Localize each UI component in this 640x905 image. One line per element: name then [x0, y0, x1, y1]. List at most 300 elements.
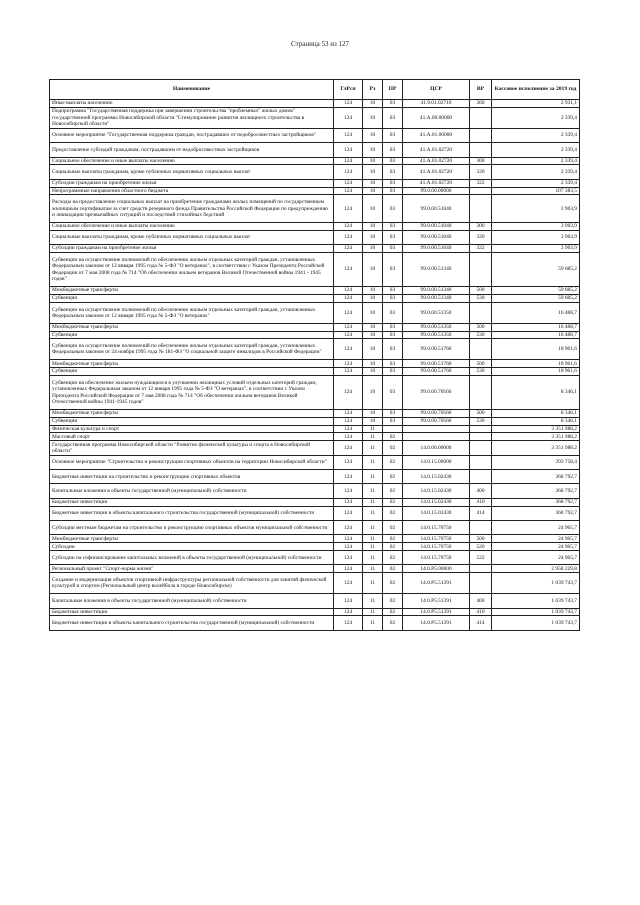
row-name: Межбюджетные трансферты	[50, 535, 334, 543]
row-grbs: 124	[334, 608, 363, 616]
row-rz: 11	[363, 425, 383, 433]
row-pr: 03	[383, 287, 403, 295]
row-name: Бюджетные инвестиции	[50, 608, 334, 616]
header-name: Наименование	[50, 80, 334, 100]
row-csr: 14.0.P5.51391	[403, 594, 470, 608]
row-amount: 2 339,4	[492, 128, 580, 142]
row-vr	[470, 470, 492, 484]
row-amount: 59 685,2	[492, 287, 580, 295]
row-csr: 99.0.00.51760	[403, 339, 470, 360]
row-pr: 02	[383, 616, 403, 630]
row-amount: 1 039 743,7	[492, 594, 580, 608]
row-amount: 2 958 229,8	[492, 565, 580, 573]
row-csr: 14.0.15.02430	[403, 470, 470, 484]
row-csr: 41.А.01.02720	[403, 143, 470, 157]
table-row	[50, 484, 580, 498]
table-row	[50, 417, 580, 425]
row-csr: 99.0.00.51340	[403, 252, 470, 286]
row-name: Бюджетные инвестиции на строительство и реконструкцию спортивных объектов	[50, 470, 334, 484]
row-csr: 14.0.15.02430	[403, 484, 470, 498]
table-row	[50, 565, 580, 573]
table-row	[50, 187, 580, 195]
row-vr: 414	[470, 616, 492, 630]
row-pr: 03	[383, 323, 403, 331]
row-rz: 10	[363, 230, 383, 244]
page-number-header: Страница 53 из 127	[291, 40, 349, 48]
row-csr: 14.0.00.00000	[403, 441, 470, 455]
row-csr: 14.0.P5.51391	[403, 608, 470, 616]
row-vr	[470, 425, 492, 433]
row-grbs: 124	[334, 441, 363, 455]
row-vr: 320	[470, 165, 492, 179]
row-grbs: 124	[334, 230, 363, 244]
row-name: Бюджетные инвестиции в объекты капитального строительства государственной (муниципальной) собственности	[50, 506, 334, 520]
row-name: Региональный проект "Спорт-норма жизни"	[50, 565, 334, 573]
row-name: Иные выплаты населению	[50, 100, 334, 108]
row-pr: 02	[383, 498, 403, 506]
row-vr	[470, 375, 492, 409]
row-csr: 14.0.15.70750	[403, 543, 470, 551]
row-pr: 03	[383, 302, 403, 323]
row-amount: 3 903,9	[492, 245, 580, 253]
row-pr: 03	[383, 294, 403, 302]
table-row	[50, 455, 580, 469]
row-amount: 368 792,7	[492, 506, 580, 520]
row-pr: 03	[383, 143, 403, 157]
row-name: Бюджетные инвестиции в объекты капитального строительства государственной (муниципальной) собственности	[50, 616, 334, 630]
row-csr: 14.0.15.70750	[403, 535, 470, 543]
row-rz: 10	[363, 222, 383, 230]
row-csr: 14.0.P5.00000	[403, 565, 470, 573]
row-pr: 03	[383, 368, 403, 376]
row-vr: 520	[470, 543, 492, 551]
row-pr: 03	[383, 230, 403, 244]
row-csr: 14.0.15.70750	[403, 551, 470, 565]
row-vr: 300	[470, 222, 492, 230]
row-csr: 41.А.01.02720	[403, 157, 470, 165]
row-csr: 99.0.00.00000	[403, 187, 470, 195]
row-pr: 03	[383, 375, 403, 409]
row-csr: 99.0.00.51350	[403, 331, 470, 339]
row-rz: 11	[363, 521, 383, 535]
row-amount: 16 488,7	[492, 323, 580, 331]
row-rz: 10	[363, 157, 383, 165]
table-row	[50, 179, 580, 187]
row-csr: 41.9.01.02710	[403, 100, 470, 108]
row-amount: 24 965,7	[492, 551, 580, 565]
row-name: Социальное обеспечение и иные выплаты населению	[50, 157, 334, 165]
row-grbs: 124	[334, 195, 363, 223]
table-row	[50, 470, 580, 484]
budget-table	[49, 79, 580, 631]
row-csr: 99.0.00.70560	[403, 410, 470, 418]
row-csr: 99.0.00.51040	[403, 195, 470, 223]
row-pr: 03	[383, 165, 403, 179]
row-pr: 02	[383, 470, 403, 484]
row-vr: 400	[470, 484, 492, 498]
row-name: Бюджетные инвестиции	[50, 498, 334, 506]
row-vr	[470, 441, 492, 455]
row-grbs: 124	[334, 107, 363, 128]
row-rz: 10	[363, 143, 383, 157]
row-amount: 368 792,7	[492, 484, 580, 498]
row-csr: 99.0.00.51040	[403, 230, 470, 244]
row-pr: 03	[383, 179, 403, 187]
row-pr: 03	[383, 331, 403, 339]
row-grbs: 124	[334, 187, 363, 195]
row-vr: 530	[470, 331, 492, 339]
row-vr	[470, 565, 492, 573]
row-name: Основное мероприятие "Государственная поддержка граждан, пострадавших от недобросовестных застройщиков"	[50, 128, 334, 142]
row-vr: 322	[470, 179, 492, 187]
row-grbs: 124	[334, 594, 363, 608]
row-name: Социальное обеспечение и иные выплаты населению	[50, 222, 334, 230]
row-name: Субвенции	[50, 331, 334, 339]
row-grbs: 124	[334, 302, 363, 323]
row-csr	[403, 433, 470, 441]
table-row	[50, 323, 580, 331]
table-row	[50, 331, 580, 339]
row-rz: 10	[363, 302, 383, 323]
table-row	[50, 230, 580, 244]
row-rz: 11	[363, 441, 383, 455]
table-row	[50, 506, 580, 520]
row-name: Межбюджетные трансферты	[50, 287, 334, 295]
row-rz: 10	[363, 252, 383, 286]
row-amount: 24 965,7	[492, 543, 580, 551]
row-rz: 11	[363, 543, 383, 551]
row-amount: 24 965,7	[492, 535, 580, 543]
row-amount: 2 931,1	[492, 100, 580, 108]
row-grbs: 124	[334, 157, 363, 165]
table-row	[50, 157, 580, 165]
row-csr: 14.0.15.00000	[403, 455, 470, 469]
row-rz: 11	[363, 573, 383, 594]
row-amount: 1 039 743,7	[492, 573, 580, 594]
row-csr: 14.0.15.02430	[403, 506, 470, 520]
table-row	[50, 302, 580, 323]
row-grbs: 124	[334, 323, 363, 331]
row-rz: 10	[363, 360, 383, 368]
row-rz: 11	[363, 506, 383, 520]
row-amount: 1 039 743,7	[492, 608, 580, 616]
row-pr	[383, 425, 403, 433]
row-rz: 10	[363, 331, 383, 339]
table-row	[50, 339, 580, 360]
table-row	[50, 375, 580, 409]
row-rz: 11	[363, 594, 383, 608]
row-name: Субсидии гражданам на приобретение жилья	[50, 179, 334, 187]
row-csr: 99.0.00.70560	[403, 417, 470, 425]
row-grbs: 124	[334, 425, 363, 433]
row-pr: 03	[383, 360, 403, 368]
row-grbs: 124	[334, 179, 363, 187]
row-name: Расходы на предоставление социальных выплат на приобретение гражданами жилых помещений по государственным жилищным сертификатам за счет средств резервного фонда Правительства Российской Федерации по предупреждению и ликвидации чрезвычайных ситуаций и последствий стихийных бедствий	[50, 195, 334, 223]
row-csr: 14.0.15.70750	[403, 521, 470, 535]
row-pr: 03	[383, 245, 403, 253]
row-grbs: 124	[334, 433, 363, 441]
row-name: Межбюджетные трансферты	[50, 360, 334, 368]
table-body	[50, 100, 580, 631]
row-rz: 11	[363, 565, 383, 573]
table-row	[50, 521, 580, 535]
row-name: Субсидии гражданам на приобретение жилья	[50, 245, 334, 253]
table-row	[50, 498, 580, 506]
row-rz: 10	[363, 179, 383, 187]
row-rz: 11	[363, 551, 383, 565]
row-rz: 10	[363, 165, 383, 179]
row-csr: 99.0.00.51350	[403, 302, 470, 323]
row-pr: 02	[383, 551, 403, 565]
row-grbs: 124	[334, 375, 363, 409]
row-amount: 59 685,2	[492, 252, 580, 286]
table-row	[50, 287, 580, 295]
row-vr	[470, 339, 492, 360]
row-vr	[470, 187, 492, 195]
row-amount: 3 351 988,2	[492, 425, 580, 433]
row-grbs: 124	[334, 417, 363, 425]
row-grbs: 124	[334, 470, 363, 484]
row-csr: 41.А.00.00000	[403, 107, 470, 128]
row-amount: 8 346,1	[492, 410, 580, 418]
row-name: Субсидии местным бюджетам на строительство и реконструкцию спортивных объектов муниципальной собственности	[50, 521, 334, 535]
row-vr: 500	[470, 323, 492, 331]
row-grbs: 124	[334, 339, 363, 360]
row-amount: 2 339,4	[492, 157, 580, 165]
row-csr: 41.А.01.02720	[403, 179, 470, 187]
row-vr	[470, 143, 492, 157]
row-name: Создание и модернизация объектов спортивной инфраструктуры региональной собственности для занятий физической культурой и спортом (Региональный центр волейбола в городе Новосибирске)	[50, 573, 334, 594]
row-rz: 11	[363, 470, 383, 484]
row-name: Межбюджетные трансферты	[50, 410, 334, 418]
row-csr: 14.0.P5.51391	[403, 573, 470, 594]
row-rz: 10	[363, 245, 383, 253]
row-name: Предоставление субсидий гражданам, пострадавшим от недобросовестных застройщиков	[50, 143, 334, 157]
row-grbs: 124	[334, 128, 363, 142]
row-amount: 16 488,7	[492, 302, 580, 323]
row-grbs: 124	[334, 368, 363, 376]
row-amount: 3 903,9	[492, 230, 580, 244]
row-vr: 522	[470, 551, 492, 565]
table-row	[50, 551, 580, 565]
row-name: Государственная программа Новосибирской области "Развитие физической культуры и спорта в Новосибирской области"	[50, 441, 334, 455]
row-rz: 10	[363, 375, 383, 409]
row-csr: 99.0.00.70560	[403, 375, 470, 409]
row-grbs: 124	[334, 245, 363, 253]
header-grbs: ГлРсп	[334, 80, 363, 100]
row-amount: 8 346,1	[492, 417, 580, 425]
row-name: Субвенции на обеспечение жильем нуждающихся в улучшении жилищных условий отдельных категорий граждан, установленных Федеральным законом от 12 января 1995 года № 5-ФЗ "О ветеранах", в соответствии с Указом Президента Российской Федерации от 7 мая 2008 года № 714 "Об обеспечении жильем ветеранов Великой Отечественной войны 1941-1945 годов"	[50, 375, 334, 409]
row-amount: 3 351 988,2	[492, 433, 580, 441]
row-rz: 10	[363, 107, 383, 128]
row-vr	[470, 433, 492, 441]
row-name: Физическая культура и спорт	[50, 425, 334, 433]
row-vr	[470, 252, 492, 286]
row-rz: 10	[363, 410, 383, 418]
row-name: Социальные выплаты гражданам, кроме публичных нормативных социальных выплат	[50, 230, 334, 244]
header-amount: Кассовое исполнение за 2019 год	[492, 80, 580, 100]
header-pr: ПР	[383, 80, 403, 100]
row-vr: 500	[470, 287, 492, 295]
row-name: Межбюджетные трансферты	[50, 323, 334, 331]
row-vr	[470, 455, 492, 469]
row-pr: 02	[383, 521, 403, 535]
row-grbs: 124	[334, 506, 363, 520]
row-pr: 03	[383, 222, 403, 230]
row-pr: 03	[383, 195, 403, 223]
row-rz: 10	[363, 100, 383, 108]
row-grbs: 124	[334, 360, 363, 368]
row-csr: 99.0.00.51040	[403, 222, 470, 230]
row-name: Субвенции на осуществление полномочий по обеспечению жильем отдельных категорий граждан, установленных Федеральным законом от 24 ноября 1995 года № 181-ФЗ "О социальной защите инвалидов в Российской Федерации"	[50, 339, 334, 360]
row-name: Субвенции на осуществление полномочий по обеспечению жильем отдельных категорий граждан, установленных Федеральным законом от 12 января 1995 года № 5-ФЗ "О ветеранах"	[50, 302, 334, 323]
row-grbs: 124	[334, 521, 363, 535]
row-grbs: 124	[334, 498, 363, 506]
row-vr: 530	[470, 417, 492, 425]
row-amount: 1 039 743,7	[492, 616, 580, 630]
table-row	[50, 143, 580, 157]
table-row	[50, 128, 580, 142]
table-row	[50, 573, 580, 594]
table-row	[50, 543, 580, 551]
row-pr: 02	[383, 484, 403, 498]
row-grbs: 124	[334, 294, 363, 302]
row-grbs: 124	[334, 222, 363, 230]
table-row	[50, 616, 580, 630]
row-csr: 99.0.00.51040	[403, 245, 470, 253]
row-amount: 18 961,6	[492, 339, 580, 360]
row-name: Социальные выплаты гражданам, кроме публичных нормативных социальных выплат	[50, 165, 334, 179]
row-vr: 360	[470, 100, 492, 108]
row-rz: 10	[363, 339, 383, 360]
table-row	[50, 368, 580, 376]
row-grbs: 124	[334, 331, 363, 339]
table-row	[50, 165, 580, 179]
row-rz: 11	[363, 455, 383, 469]
row-amount: 368 792,7	[492, 470, 580, 484]
row-rz: 11	[363, 616, 383, 630]
row-rz: 11	[363, 608, 383, 616]
row-pr: 03	[383, 410, 403, 418]
row-pr: 03	[383, 107, 403, 128]
table-row	[50, 195, 580, 223]
row-rz: 11	[363, 484, 383, 498]
row-vr: 500	[470, 410, 492, 418]
row-vr: 300	[470, 157, 492, 165]
row-grbs: 124	[334, 573, 363, 594]
table-row	[50, 608, 580, 616]
row-grbs: 124	[334, 287, 363, 295]
row-csr: 14.0.P5.51391	[403, 616, 470, 630]
row-grbs: 124	[334, 484, 363, 498]
table-header-row	[50, 80, 580, 100]
row-pr: 03	[383, 100, 403, 108]
row-amount: 8 346,1	[492, 375, 580, 409]
row-amount: 16 488,7	[492, 331, 580, 339]
table-row	[50, 410, 580, 418]
header-vr: ВР	[470, 80, 492, 100]
row-vr: 410	[470, 498, 492, 506]
row-pr: 02	[383, 506, 403, 520]
row-grbs: 124	[334, 455, 363, 469]
row-vr	[470, 302, 492, 323]
row-vr	[470, 573, 492, 594]
row-amount: 2 339,4	[492, 179, 580, 187]
row-csr: 99.0.00.51340	[403, 287, 470, 295]
row-amount: 59 685,2	[492, 294, 580, 302]
table-row	[50, 100, 580, 108]
row-vr: 414	[470, 506, 492, 520]
row-grbs: 124	[334, 100, 363, 108]
row-name: Субвенции	[50, 368, 334, 376]
table-row	[50, 594, 580, 608]
row-amount: 2 339,4	[492, 107, 580, 128]
row-name: Капитальные вложения в объекты государственной (муниципальной) собственности	[50, 594, 334, 608]
row-vr: 400	[470, 594, 492, 608]
row-vr: 410	[470, 608, 492, 616]
row-name: Основное мероприятие "Строительство и реконструкция спортивных объектов на территории Новосибирской области"	[50, 455, 334, 469]
row-vr: 500	[470, 360, 492, 368]
row-grbs: 124	[334, 535, 363, 543]
row-name: Подпрограмма "Государственная поддержка при завершении строительства "проблемных" жилых домов" государственной программы Новосибирской области "Стимулирование развития жилищного строительства в Новосибирской области"	[50, 107, 334, 128]
row-vr: 530	[470, 294, 492, 302]
table-row	[50, 107, 580, 128]
row-amount: 18 961,6	[492, 360, 580, 368]
row-csr: 41.А.01.00000	[403, 128, 470, 142]
row-vr	[470, 128, 492, 142]
row-pr: 02	[383, 433, 403, 441]
row-rz: 10	[363, 287, 383, 295]
table-row	[50, 535, 580, 543]
row-rz: 10	[363, 294, 383, 302]
row-amount: 2 339,4	[492, 143, 580, 157]
row-name: Субсидии	[50, 543, 334, 551]
row-rz: 11	[363, 498, 383, 506]
row-vr: 500	[470, 535, 492, 543]
table-row	[50, 360, 580, 368]
table-row	[50, 222, 580, 230]
row-amount: 3 903,9	[492, 222, 580, 230]
row-pr: 03	[383, 252, 403, 286]
row-pr: 03	[383, 339, 403, 360]
row-amount: 24 965,7	[492, 521, 580, 535]
row-amount: 2 339,4	[492, 165, 580, 179]
row-grbs: 124	[334, 165, 363, 179]
row-grbs: 124	[334, 616, 363, 630]
row-amount: 107 383,5	[492, 187, 580, 195]
row-rz: 10	[363, 187, 383, 195]
row-pr: 02	[383, 565, 403, 573]
table-row	[50, 433, 580, 441]
row-rz: 11	[363, 433, 383, 441]
row-rz: 11	[363, 535, 383, 543]
row-amount: 3 903,9	[492, 195, 580, 223]
row-grbs: 124	[334, 543, 363, 551]
row-pr: 02	[383, 573, 403, 594]
table-row	[50, 441, 580, 455]
row-vr: 320	[470, 230, 492, 244]
table-row	[50, 245, 580, 253]
row-name: Капитальные вложения в объекты государственной (муниципальной) собственности	[50, 484, 334, 498]
row-name: Массовый спорт	[50, 433, 334, 441]
row-rz: 10	[363, 195, 383, 223]
header-rz: Рз	[363, 80, 383, 100]
row-amount: 18 961,6	[492, 368, 580, 376]
row-rz: 10	[363, 368, 383, 376]
row-vr	[470, 195, 492, 223]
row-vr: 530	[470, 368, 492, 376]
row-name: Непрограммные направления областного бюджета	[50, 187, 334, 195]
